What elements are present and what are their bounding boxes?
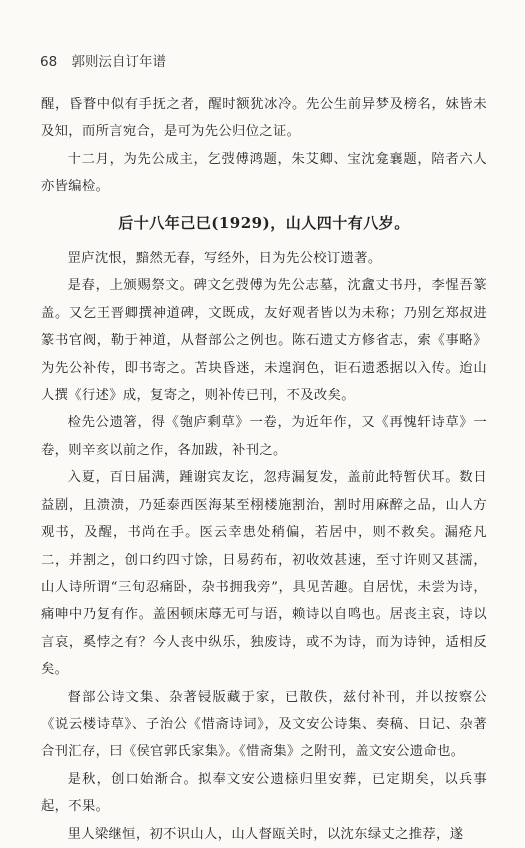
paragraph: 里人梁继恒，初不识山人，山人督瓯关时，以沈东绿丈之推荐，遂 (67, 826, 464, 842)
paragraph: 罡庐沈恨，黯然无春，写经外，日为先公校订遗著。 (67, 251, 382, 267)
year-heading: 后十八年己巳(1929)，山人四十有八岁。 (118, 213, 410, 232)
paragraph: 督部公诗文集、杂著锓版藏于家，已散佚，兹付补刊，并以按察公《说云楼诗草》、子治公《惜斋诗词》，及文安公诗集、奏稿、日记、杂著合刊汇存，曰《侯官郭氏家集》。《惜斋集》之附刊，盖文安公遗命也。 (41, 689, 487, 760)
page-number: 68 (40, 54, 58, 70)
paragraph: 十二月，为先公成主，乞弢傅鸿题，朱艾卿、宝沈龛襄题，陪者六人亦皆编检。 (41, 151, 487, 195)
paragraph: 是春，上颁赐祭文。碑文乞弢傅为先公志墓，沈盦丈书丹，李惺吾篆盖。又乞王晋卿撰神道碑，文既成，友好观者皆以为未称；乃别乞郑叔进篆书官阀，勒于神道，从督部公之例也。陈石遗丈方修省志，索《事略》为先公补传，即书寄之。苫块昏迷，未遑润色，讵石遗悉据以入传。迨山人撰《行述》成，复寄之，则补传已刊，不及改矣。 (41, 278, 487, 404)
paragraph: 检先公遗箸，得《匏庐剩草》一卷，为近年作，又《再愧轩诗草》一卷，则辛亥以前之作，各加跋，补刊之。 (41, 415, 487, 458)
body-text (41, 91, 487, 848)
paragraph: 入夏，百日届满，踵谢宾友讫，忽痔漏复发，盖前此特暂伏耳。数日益剧，且溃溃，乃延泰西医海某至栩楼施割治，割时用麻醉之品，山人方观书，及醒，书尚在手。医云幸患处稍偏，若居中，则不救矣。漏疮凡二，并割之，创口约四寸馀，日易药布，初收效甚速，至寸许则又甚濡，山人诗所谓“三旬忍痛卧，杂书拥我旁”，具见苦趣。自居忧，未尝为诗，痛呻中乃复有作。盖困顿床蓐无可与语，赖诗以自鸣也。居丧主哀，诗以言哀，奚悖之有？今人丧中纵乐，独废诗，或不为诗，而为诗钟，适相反矣。 (41, 470, 487, 678)
running-title: 郭则沄自订年谱 (71, 54, 166, 70)
paragraph: 是秋，创口始渐合。拟奉文安公遗榇归里安葬，已定期矣，以兵事起，不果。 (41, 771, 487, 815)
page-header (40, 50, 166, 70)
paragraph: 醒，昏瞀中似有手抚之者，醒时额犹冰冷。先公生前异梦及榜名，妹皆未及知，而所言宛合，是可为先公归位之证。 (41, 97, 487, 140)
